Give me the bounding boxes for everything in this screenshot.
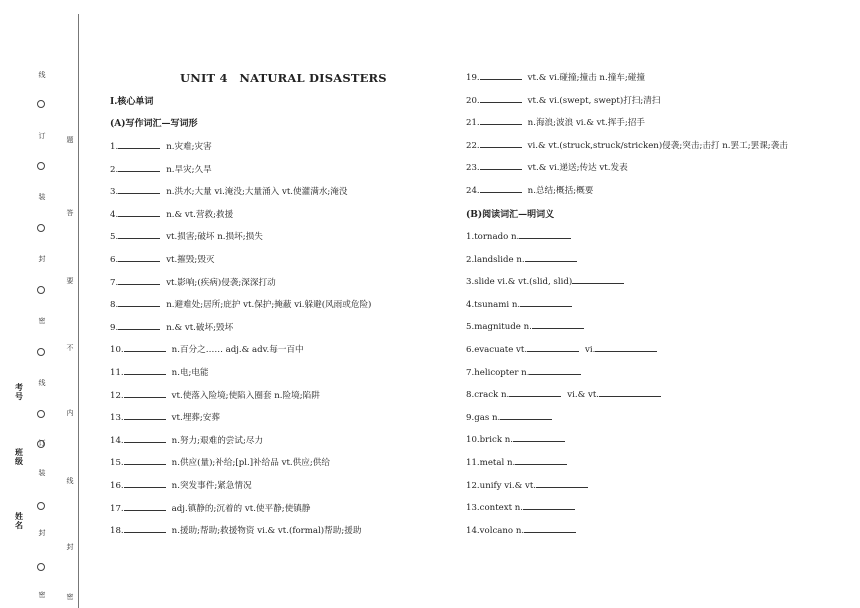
binding-char: 封 bbox=[38, 255, 46, 263]
item-number: 5. bbox=[110, 232, 119, 243]
item-number: 10. bbox=[110, 345, 124, 356]
page-title: UNIT 4 NATURAL DISASTERS bbox=[180, 71, 387, 85]
reading-item bbox=[466, 229, 571, 243]
reading-item bbox=[466, 342, 657, 356]
writing-item bbox=[110, 342, 304, 356]
answer-blank[interactable] bbox=[118, 139, 160, 149]
item-meaning: n.援助;帮助;救援物资 vi.& vt.(formal)帮助;援助 bbox=[171, 526, 362, 537]
item-number: 12. bbox=[110, 390, 124, 401]
answer-blank[interactable] bbox=[520, 297, 572, 307]
answer-blank[interactable] bbox=[118, 320, 160, 330]
answer-blank[interactable] bbox=[124, 433, 166, 443]
answer-blank[interactable] bbox=[118, 162, 160, 172]
answer-blank[interactable] bbox=[500, 410, 552, 420]
binding-inner-char: 题 bbox=[66, 136, 74, 144]
writing-item bbox=[466, 138, 788, 152]
item-meaning: n.避难处;居所;庇护 vt.保护;掩蔽 vi.躲避(风雨或危险) bbox=[166, 300, 372, 311]
writing-item bbox=[110, 433, 263, 447]
reading-item bbox=[466, 319, 584, 333]
item-number: 20. bbox=[466, 95, 480, 106]
answer-blank[interactable] bbox=[124, 410, 166, 420]
item-number: 8. bbox=[110, 300, 119, 311]
answer-blank[interactable] bbox=[118, 184, 160, 194]
writing-item bbox=[110, 297, 371, 311]
writing-item bbox=[110, 478, 252, 492]
item-word: 10.brick n. bbox=[466, 435, 514, 446]
section-reading-vocab: (B)阅读词汇—明词义 bbox=[466, 210, 555, 220]
item-meaning: n.电;电能 bbox=[171, 368, 209, 378]
item-meaning: vt.损害;破坏 n.损坏;损失 bbox=[166, 232, 263, 243]
item-word: 12.unify vi.& vt. bbox=[466, 480, 537, 491]
binding-char: 装 bbox=[38, 469, 46, 477]
item-number: 6. bbox=[110, 255, 119, 265]
answer-blank[interactable] bbox=[118, 252, 160, 262]
item-word-2: vi.& vt. bbox=[567, 390, 600, 401]
item-meaning: vt.埋葬;安葬 bbox=[171, 413, 220, 424]
writing-item bbox=[110, 275, 276, 289]
item-number: 3. bbox=[110, 187, 119, 198]
writing-item bbox=[110, 320, 233, 334]
answer-blank[interactable] bbox=[124, 478, 166, 488]
binding-circle-icon bbox=[37, 563, 45, 571]
item-word: 8.crack n. bbox=[466, 390, 510, 401]
item-meaning: vt.影响;(疾病)侵袭;深深打动 bbox=[166, 277, 276, 288]
answer-blank[interactable] bbox=[480, 183, 522, 193]
binding-circle-icon bbox=[37, 440, 45, 448]
item-meaning: n.突发事件;紧急情况 bbox=[171, 481, 252, 491]
binding-char: 封 bbox=[38, 529, 46, 537]
reading-item bbox=[466, 500, 575, 514]
item-meaning: vt.摧毁;毁灭 bbox=[166, 255, 215, 265]
answer-blank[interactable] bbox=[513, 432, 565, 442]
writing-item bbox=[466, 70, 645, 84]
item-word-2: vi. bbox=[585, 345, 596, 355]
answer-blank[interactable] bbox=[480, 115, 522, 125]
answer-blank[interactable] bbox=[509, 387, 561, 397]
item-meaning: n.旱灾;久旱 bbox=[166, 164, 212, 175]
binding-char: 订 bbox=[38, 132, 46, 140]
item-number: 23. bbox=[466, 163, 480, 174]
item-number: 14. bbox=[110, 435, 124, 446]
item-meaning: n.洪水;大量 vi.淹没;大量涌入 vt.使灌满水;淹没 bbox=[166, 187, 348, 198]
section-writing-vocab: (A)写作词汇—写词形 bbox=[110, 119, 198, 129]
binding-inner-char: 密 bbox=[66, 593, 74, 601]
binding-inner-char: 封 bbox=[66, 543, 74, 551]
binding-inner-char: 不 bbox=[66, 344, 74, 352]
item-word: 4.tsunami n. bbox=[466, 299, 521, 310]
writing-item bbox=[110, 162, 212, 176]
writing-item bbox=[110, 139, 212, 153]
binding-margin bbox=[0, 0, 100, 608]
writing-item bbox=[110, 365, 209, 379]
binding-char: 线 bbox=[38, 379, 46, 387]
item-number: 4. bbox=[110, 209, 119, 220]
item-word: 7.helicopter n. bbox=[466, 367, 530, 378]
item-meaning: vi.& vt.(struck,struck/stricken)侵袭;突击;击打 n.罢工;罢课;袭击 bbox=[527, 140, 788, 151]
answer-blank[interactable] bbox=[124, 342, 166, 352]
answer-blank[interactable] bbox=[480, 93, 522, 103]
reading-item bbox=[466, 523, 576, 537]
reading-item bbox=[466, 455, 567, 469]
item-word: 5.magnitude n. bbox=[466, 322, 532, 333]
item-word: 3.slide vi.& vt.(slid, slid) bbox=[466, 277, 573, 288]
binding-circle-icon bbox=[37, 348, 45, 356]
answer-blank[interactable] bbox=[525, 252, 577, 262]
item-word: 13.context n. bbox=[466, 503, 524, 514]
answer-blank[interactable] bbox=[124, 388, 166, 398]
reading-item bbox=[466, 297, 572, 311]
binding-char: 订 bbox=[38, 439, 46, 447]
binding-circle-icon bbox=[37, 224, 45, 232]
answer-blank[interactable] bbox=[124, 501, 166, 511]
binding-line bbox=[78, 14, 79, 608]
item-meaning: n.& vt.营救;救援 bbox=[166, 209, 234, 220]
answer-blank[interactable] bbox=[527, 342, 579, 352]
binding-circle-icon bbox=[37, 286, 45, 294]
item-word: 2.landslide n. bbox=[466, 254, 525, 265]
writing-item bbox=[110, 455, 330, 469]
item-meaning: n.总结;概括;概要 bbox=[527, 186, 594, 196]
writing-item bbox=[466, 115, 645, 129]
writing-item bbox=[110, 410, 220, 424]
answer-blank[interactable] bbox=[515, 455, 567, 465]
item-meaning: n.努力;艰难的尝试;尽力 bbox=[171, 435, 264, 446]
answer-blank[interactable] bbox=[124, 365, 166, 375]
answer-blank[interactable] bbox=[480, 160, 522, 170]
binding-label-3: 姓 名 bbox=[15, 511, 23, 530]
item-number: 15. bbox=[110, 458, 124, 469]
item-meaning: vt.& vi.碰撞;撞击 n.撞车;碰撞 bbox=[527, 73, 645, 83]
binding-inner-char: 内 bbox=[66, 409, 74, 417]
binding-circle-icon bbox=[37, 410, 45, 418]
binding-char: 密 bbox=[38, 317, 46, 325]
writing-item bbox=[110, 184, 348, 198]
reading-item bbox=[466, 387, 661, 401]
item-word: 14.volcano n. bbox=[466, 525, 525, 536]
writing-item bbox=[110, 207, 233, 221]
item-number: 18. bbox=[110, 526, 124, 537]
item-meaning: n.& vt.破坏;毁坏 bbox=[166, 322, 234, 333]
item-meaning: adj.镇静的;沉着的 vt.使平静;使镇静 bbox=[171, 503, 311, 514]
answer-blank[interactable] bbox=[524, 523, 576, 533]
item-meaning: vt.& vi.递送;传达 vt.发表 bbox=[527, 163, 628, 174]
answer-blank[interactable] bbox=[572, 274, 624, 284]
item-meaning: vt.使落入险境;使陷入圈套 n.险境;陷阱 bbox=[171, 390, 320, 401]
answer-blank[interactable] bbox=[529, 365, 581, 375]
binding-inner-char: 答 bbox=[66, 209, 74, 217]
answer-blank[interactable] bbox=[599, 387, 661, 397]
item-number: 22. bbox=[466, 140, 480, 151]
item-word: 9.gas n. bbox=[466, 412, 501, 423]
item-meaning: n.灾难;灾害 bbox=[166, 142, 212, 152]
item-meaning: n.供应(量);补给;[pl.]补给品 vt.供应;供给 bbox=[171, 458, 330, 469]
reading-item bbox=[466, 478, 588, 492]
writing-item bbox=[110, 523, 361, 537]
answer-blank[interactable] bbox=[480, 138, 522, 148]
item-number: 7. bbox=[110, 277, 119, 288]
binding-circle-icon bbox=[37, 162, 45, 170]
writing-item bbox=[110, 501, 310, 515]
section-core-words: Ⅰ.核心单词 bbox=[110, 97, 154, 107]
answer-blank[interactable] bbox=[118, 297, 160, 307]
reading-item bbox=[466, 365, 581, 379]
answer-blank[interactable] bbox=[118, 275, 160, 285]
binding-label-1: 考 号 bbox=[15, 382, 23, 401]
reading-item bbox=[466, 252, 577, 266]
item-number: 17. bbox=[110, 503, 124, 514]
item-word: 6.evacuate vt. bbox=[466, 345, 528, 355]
item-number: 16. bbox=[110, 481, 124, 491]
answer-blank[interactable] bbox=[536, 478, 588, 488]
binding-inner-char: 线 bbox=[66, 477, 74, 485]
answer-blank[interactable] bbox=[519, 229, 571, 239]
item-meaning: vt.& vi.(swept, swept)打扫;清扫 bbox=[527, 95, 661, 106]
writing-item bbox=[466, 160, 628, 174]
reading-item bbox=[466, 432, 565, 446]
answer-blank[interactable] bbox=[523, 500, 575, 510]
binding-char: 装 bbox=[38, 193, 46, 201]
item-number: 21. bbox=[466, 118, 480, 129]
item-word: 11.metal n. bbox=[466, 458, 516, 468]
answer-blank[interactable] bbox=[124, 455, 166, 465]
answer-blank[interactable] bbox=[595, 342, 657, 352]
binding-circle-icon bbox=[37, 100, 45, 108]
answer-blank[interactable] bbox=[480, 70, 522, 80]
reading-item bbox=[466, 274, 624, 288]
writing-item bbox=[110, 229, 263, 243]
binding-char: 线 bbox=[38, 71, 46, 79]
item-word: 1.tornado n. bbox=[466, 232, 520, 242]
binding-circle-icon bbox=[37, 502, 45, 510]
answer-blank[interactable] bbox=[124, 523, 166, 533]
item-number: 1. bbox=[110, 142, 119, 152]
item-number: 9. bbox=[110, 322, 119, 333]
answer-blank[interactable] bbox=[118, 207, 160, 217]
item-number: 24. bbox=[466, 186, 480, 196]
answer-blank[interactable] bbox=[118, 229, 160, 239]
item-number: 13. bbox=[110, 413, 124, 424]
writing-item bbox=[466, 183, 593, 197]
item-number: 11. bbox=[110, 368, 124, 378]
writing-item bbox=[466, 93, 660, 107]
item-meaning: n.海浪;波浪 vi.& vt.挥手;招手 bbox=[527, 118, 645, 129]
answer-blank[interactable] bbox=[532, 319, 584, 329]
reading-item bbox=[466, 410, 552, 424]
item-number: 19. bbox=[466, 73, 480, 83]
item-meaning: n.百分之…… adj.& adv.每一百中 bbox=[171, 345, 304, 356]
writing-item bbox=[110, 388, 320, 402]
binding-char: 密 bbox=[38, 591, 46, 599]
binding-label-2: 班 级 bbox=[15, 447, 23, 466]
writing-item bbox=[110, 252, 215, 266]
item-number: 2. bbox=[110, 164, 119, 175]
binding-inner-char: 要 bbox=[66, 277, 74, 285]
